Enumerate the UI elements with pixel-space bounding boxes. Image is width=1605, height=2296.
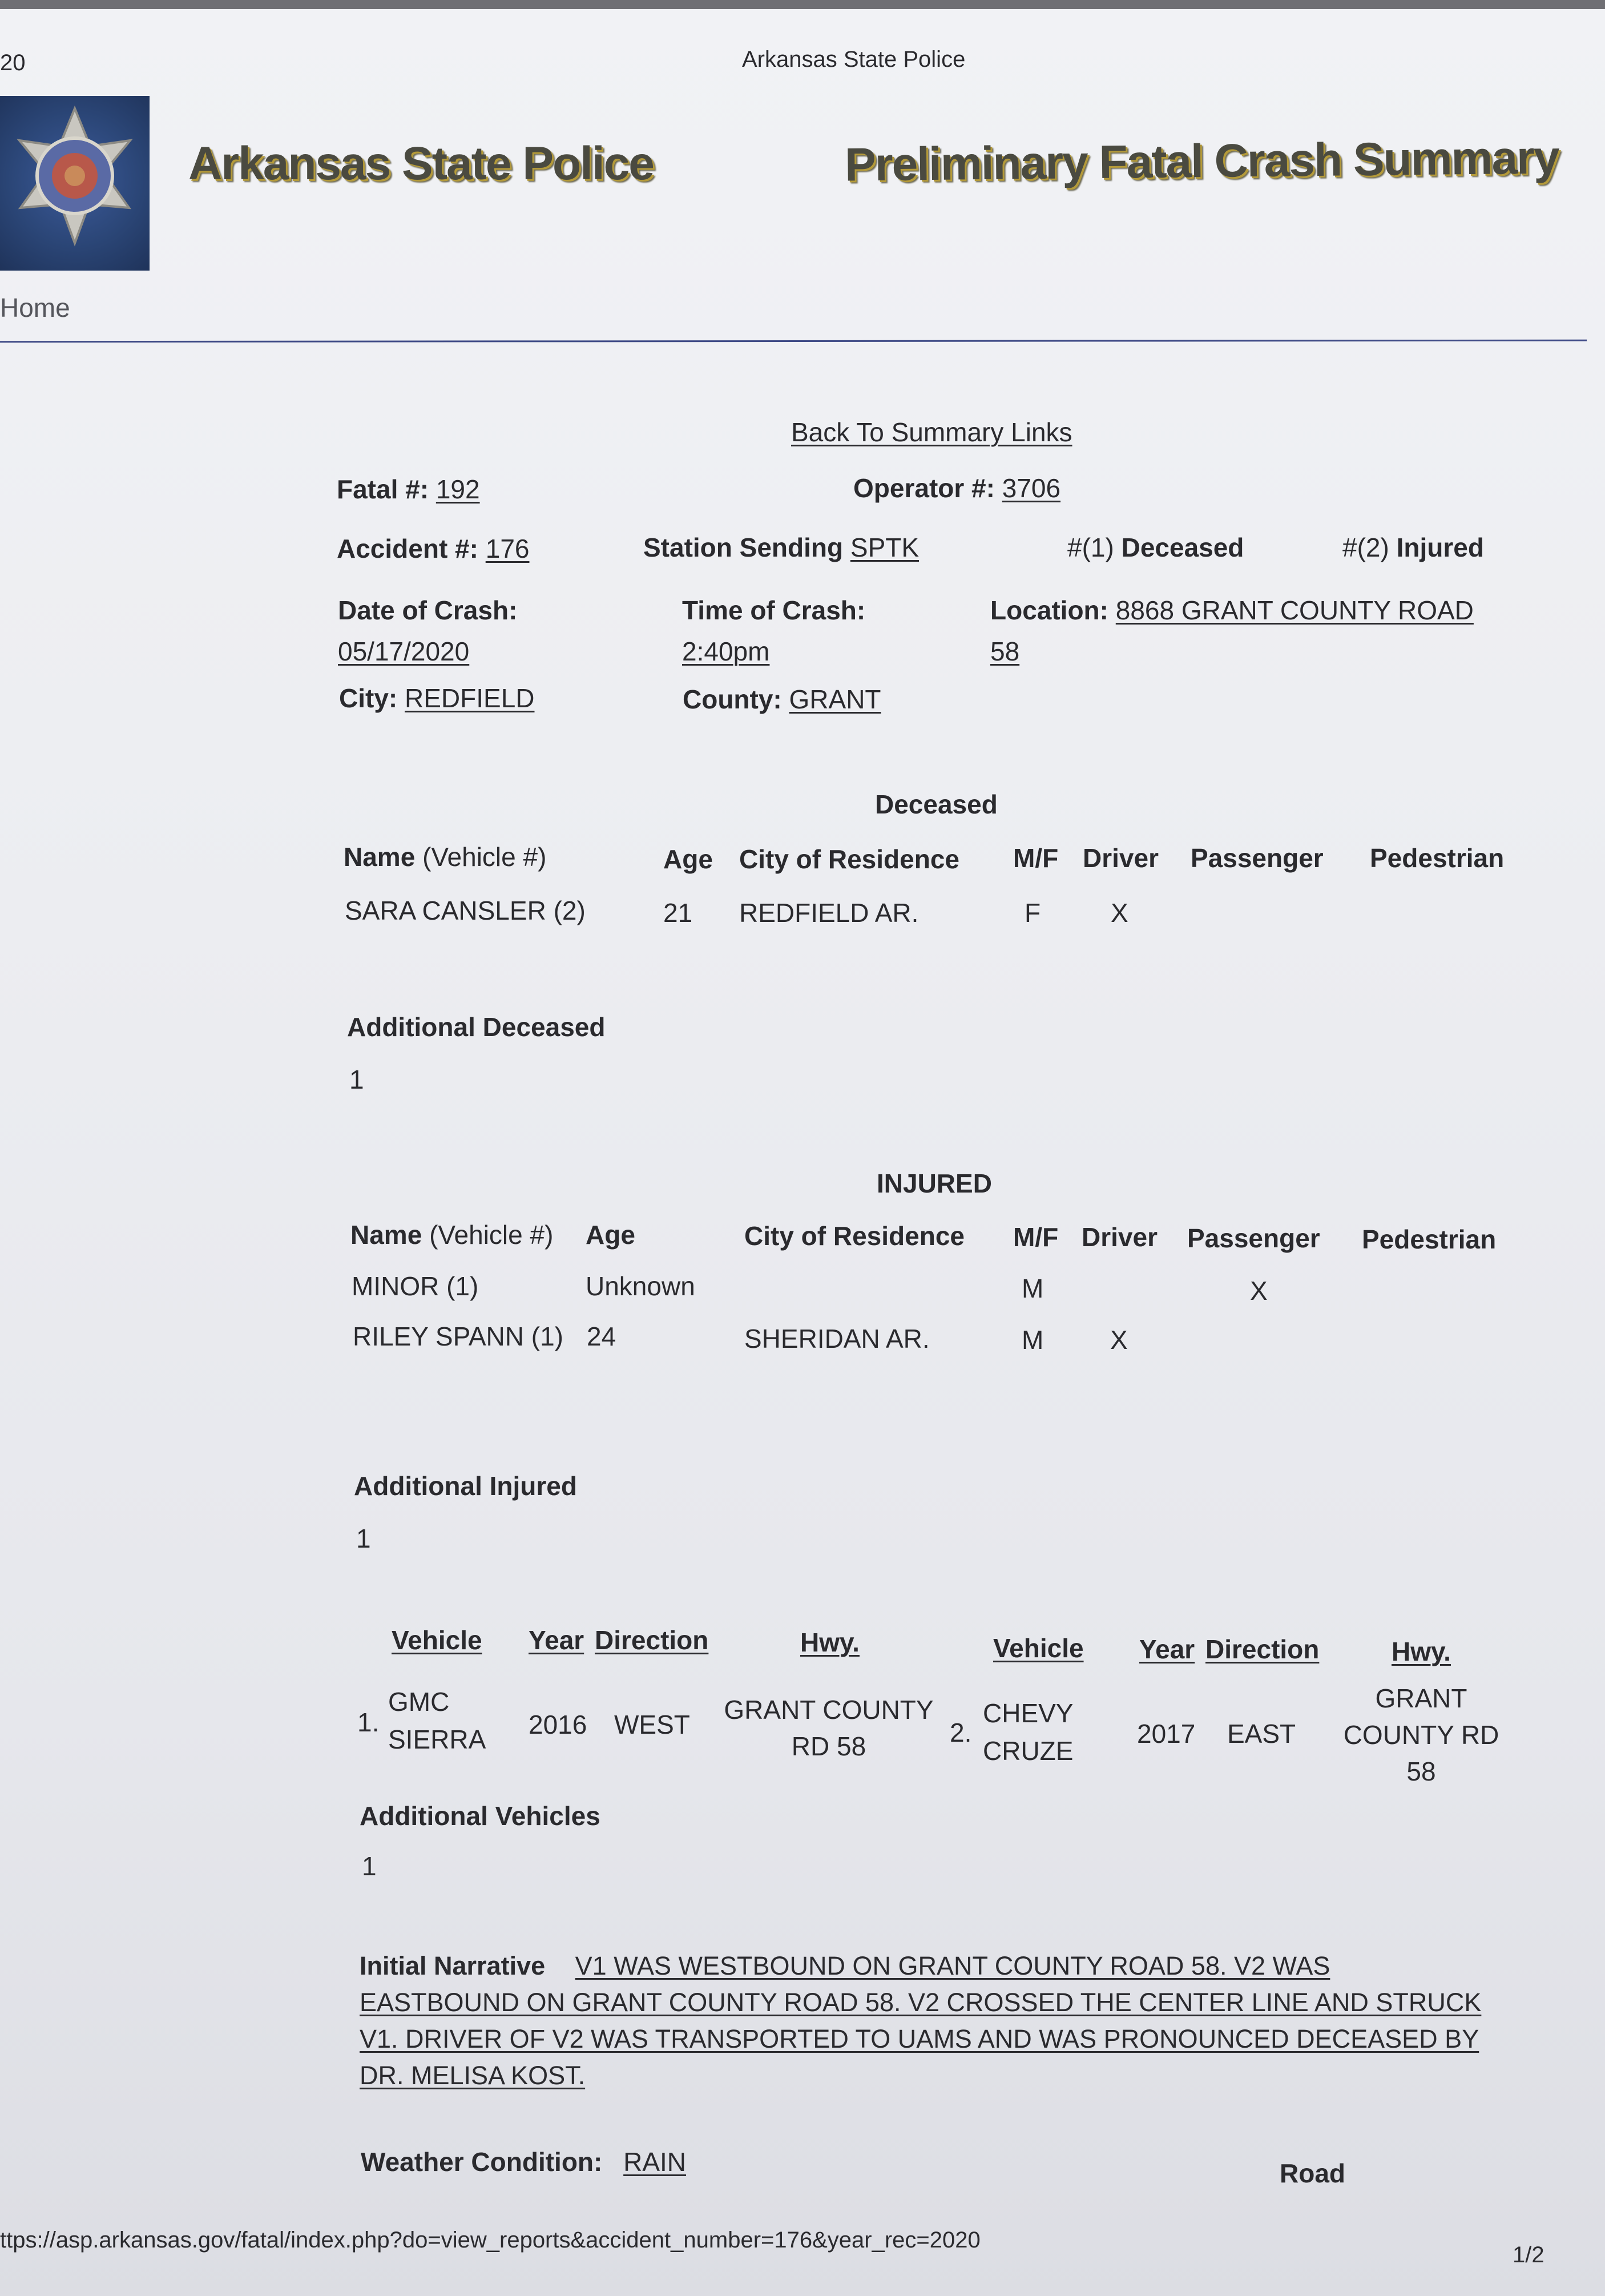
accident-value: 176 <box>485 534 530 563</box>
vehicle-number: 1. <box>357 1707 380 1737</box>
deceased-col-age: Age <box>663 844 713 874</box>
station-label: Station Sending <box>643 533 844 562</box>
injured-row-mf: M <box>1022 1274 1044 1303</box>
deceased-row-age: 21 <box>663 898 693 928</box>
deceased-col-driver: Driver <box>1083 843 1159 873</box>
deceased-row-name: SARA CANSLER (2) <box>345 896 586 925</box>
weather-value: RAIN <box>623 2147 687 2177</box>
deceased-count-label: Deceased <box>1121 533 1244 562</box>
print-page-number: 1/2 <box>1513 2242 1544 2267</box>
date-of-crash-value: 05/17/2020 <box>338 637 470 666</box>
date-of-crash-label: Date of Crash: <box>338 595 518 625</box>
header-divider <box>0 340 1587 343</box>
deceased-count: #(1) <box>1067 533 1114 562</box>
deceased-col-mf: M/F <box>1013 843 1059 873</box>
injured-row-mf: M <box>1022 1325 1044 1355</box>
injured-col-pedestrian: Pedestrian <box>1362 1224 1497 1254</box>
fatal-label: Fatal #: <box>337 474 429 504</box>
county-label: County: <box>683 684 782 714</box>
deceased-col-city: City of Residence <box>739 844 959 874</box>
road-condition-label: Road <box>1280 2158 1345 2188</box>
vehicle2-col-hwy: Hwy. <box>1392 1637 1451 1666</box>
operator-label: Operator #: <box>853 473 995 503</box>
vehicle-hwy-line2: RD 58 <box>791 1731 866 1761</box>
vehicle-direction: EAST <box>1227 1719 1296 1749</box>
deceased-col-name-label: Name <box>344 842 416 872</box>
injured-col-name-label: Name <box>350 1220 422 1250</box>
vehicle2-col-year: Year <box>1139 1634 1195 1664</box>
vehicle-model: SIERRA <box>388 1725 486 1754</box>
deceased-row-city: REDFIELD AR. <box>739 898 919 928</box>
page-top-edge <box>0 0 1605 9</box>
additional-deceased-value: 1 <box>349 1065 364 1094</box>
home-nav-link[interactable]: Home <box>0 293 70 323</box>
vehicle-hwy-line1: GRANT <box>1375 1683 1467 1713</box>
deceased-row-mf: F <box>1025 898 1041 928</box>
injured-row-age: 24 <box>587 1322 616 1351</box>
vehicle-year: 2016 <box>529 1710 587 1739</box>
deceased-count-field <box>1067 532 1244 563</box>
station-sending-field <box>643 532 919 563</box>
fatal-number-field <box>337 474 480 505</box>
injured-col-vehicle-label: (Vehicle #) <box>429 1220 554 1250</box>
vehicle1-col-hwy: Hwy. <box>800 1628 860 1657</box>
injured-count-label: Injured <box>1396 533 1484 562</box>
accident-label: Accident #: <box>337 534 478 563</box>
additional-injured-value: 1 <box>356 1524 371 1553</box>
accident-number-field <box>337 533 529 564</box>
injured-col-passenger: Passenger <box>1187 1223 1320 1253</box>
additional-vehicles-label: Additional Vehicles <box>360 1801 600 1831</box>
city-field <box>339 683 535 714</box>
back-to-summary-link[interactable]: Back To Summary Links <box>791 417 1072 447</box>
additional-vehicles-value: 1 <box>362 1851 377 1881</box>
time-of-crash-value: 2:40pm <box>682 637 770 666</box>
location-value-line1: 8868 GRANT COUNTY ROAD <box>1115 595 1474 625</box>
injured-col-city: City of Residence <box>744 1221 965 1251</box>
injured-count: #(2) <box>1342 533 1389 562</box>
vehicle-make: GMC <box>388 1687 450 1717</box>
injured-row-age: Unknown <box>586 1271 695 1301</box>
weather-condition-field <box>361 2146 686 2177</box>
deceased-row-driver: X <box>1111 898 1128 928</box>
location-field <box>990 595 1474 626</box>
additional-deceased-label: Additional Deceased <box>347 1012 606 1042</box>
vehicle-hwy-line3: 58 <box>1406 1757 1436 1786</box>
operator-value: 3706 <box>1002 473 1061 503</box>
injured-heading: INJURED <box>877 1169 992 1198</box>
vehicle1-col-year: Year <box>529 1625 584 1655</box>
narrative-line: V1. DRIVER OF V2 WAS TRANSPORTED TO UAMS AND WAS PRONOUNCED DECEASED BY <box>360 2024 1479 2053</box>
weather-label: Weather Condition: <box>361 2147 603 2177</box>
injured-col-mf: M/F <box>1013 1222 1059 1252</box>
fatal-value: 192 <box>435 474 480 504</box>
additional-injured-label: Additional Injured <box>354 1471 577 1501</box>
injured-row-passenger: X <box>1250 1276 1268 1306</box>
initial-narrative <box>360 1948 1507 2094</box>
narrative-line: V1 WAS WESTBOUND ON GRANT COUNTY ROAD 58. V2 WAS <box>575 1951 1330 1980</box>
narrative-line: DR. MELISA KOST. <box>360 2061 586 2090</box>
vehicle-model: CRUZE <box>983 1736 1074 1766</box>
deceased-heading: Deceased <box>875 789 998 819</box>
vehicle-make: CHEVY <box>983 1698 1074 1728</box>
narrative-line: EASTBOUND ON GRANT COUNTY ROAD 58. V2 CROSSED THE CENTER LINE AND STRUCK <box>360 1988 1482 2017</box>
agency-title: Arkansas State Police <box>188 138 654 190</box>
vehicle1-col-vehicle: Vehicle <box>392 1625 482 1655</box>
print-footer-url[interactable]: ttps://asp.arkansas.gov/fatal/index.php?do=view_reports&accident_number=176&year_rec=2020 <box>0 2227 981 2253</box>
station-value: SPTK <box>850 533 920 562</box>
vehicle-hwy-line2: COUNTY RD <box>1343 1720 1499 1750</box>
vehicle-hwy-line1: GRANT COUNTY <box>724 1695 934 1725</box>
injured-col-driver: Driver <box>1082 1222 1158 1252</box>
narrative-label: Initial Narrative <box>360 1951 546 1980</box>
injured-row-name: RILEY SPANN (1) <box>353 1322 563 1351</box>
injured-count-field <box>1342 532 1484 563</box>
location-label: Location: <box>990 595 1108 625</box>
vehicle2-col-vehicle: Vehicle <box>993 1633 1084 1663</box>
operator-number-field <box>853 473 1060 503</box>
county-value: GRANT <box>789 684 881 714</box>
vehicle2-col-direction: Direction <box>1205 1634 1320 1664</box>
deceased-col-pedestrian: Pedestrian <box>1370 843 1505 873</box>
deceased-col-vehicle-label: (Vehicle #) <box>422 842 547 872</box>
county-field <box>683 684 881 715</box>
time-of-crash-label: Time of Crash: <box>682 595 866 625</box>
deceased-col-name <box>344 841 546 872</box>
print-site-title: Arkansas State Police <box>742 47 966 72</box>
injured-col-age: Age <box>586 1220 635 1250</box>
city-value: REDFIELD <box>405 683 535 713</box>
vehicle-year: 2017 <box>1137 1719 1196 1749</box>
vehicle1-col-direction: Direction <box>595 1625 709 1655</box>
injured-row-driver: X <box>1110 1325 1128 1355</box>
city-label: City: <box>339 683 398 713</box>
vehicle-direction: WEST <box>614 1710 690 1739</box>
deceased-col-passenger: Passenger <box>1191 843 1324 873</box>
state-police-star-badge-icon[interactable] <box>0 96 150 271</box>
location-value-line2: 58 <box>990 637 1020 666</box>
injured-row-city: SHERIDAN AR. <box>744 1324 930 1354</box>
injured-row-name: MINOR (1) <box>352 1271 479 1301</box>
vehicle-number: 2. <box>950 1718 972 1747</box>
report-title: Preliminary Fatal Crash Summary <box>844 131 1559 191</box>
injured-col-name <box>350 1219 553 1250</box>
print-page-marker: 20 <box>0 50 26 75</box>
